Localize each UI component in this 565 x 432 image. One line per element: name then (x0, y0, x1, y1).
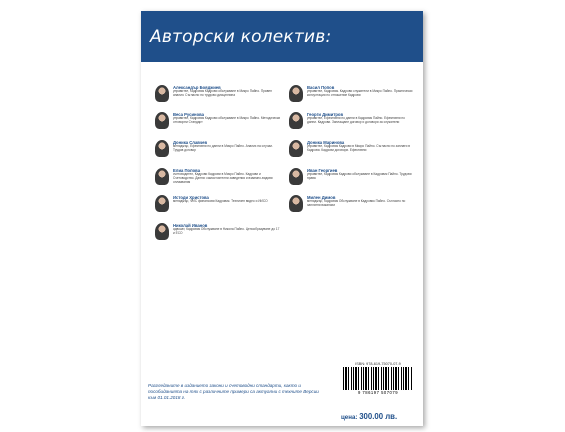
author-photo (155, 140, 169, 157)
author-entry (289, 112, 417, 132)
price-tag (341, 412, 415, 421)
author-entry (155, 223, 283, 243)
author-description: управител, Кадровик. Кадрови служители в Микро Пайно. Практически консултации по отношение Кадрови (307, 89, 413, 97)
barcode-bars (343, 367, 413, 390)
isbn-label: ISBN: 978-619-75070-07-9 (355, 362, 401, 366)
author-photo (155, 85, 169, 102)
author-name: Георги Димитров (307, 112, 344, 117)
title-banner (141, 11, 423, 62)
book-back-cover (141, 11, 423, 426)
price-value: 300.00 лв. (359, 412, 398, 421)
author-photo (289, 85, 303, 102)
author-name: Иван Георгиев (307, 168, 338, 173)
author-description: управител, Ефективни по данни в Кадровик Пайно. Ефективни по данни. Кадрови. Заплащане договор и договори за служители (307, 116, 405, 124)
author-entry (155, 168, 283, 188)
author-description: управител, Кадровик Кадрови обслужване в Микро Пайно. Методически отговорни Стандарт (173, 116, 281, 124)
author-entry (289, 140, 417, 160)
author-name: Милен Димов (307, 195, 336, 200)
author-entry (289, 195, 417, 215)
author-description: мениджър, Кадровик Обслужване в Кадровик Пайно. Съгласно по заплатни вакансии (307, 199, 406, 207)
author-photo (155, 195, 169, 212)
author-name: Весa Русинова (173, 112, 204, 117)
author-entry (155, 140, 283, 160)
author-name: Истоди Христова (173, 195, 209, 200)
author-description: счетоводител, Кадрови Кадрови в Микро Пайно. Кадрови и Счетоводство. Данни: самостоятелни заведения и взаимно-видови оплаквания (173, 172, 273, 184)
author-description: мениджър, Ефективни по данни в Микро Пайно. Анализ на случаи. Трудов договор (173, 144, 273, 152)
footer-note: Разгледаните в изданието закони и счетоводни стандарти, както и пособиданията на тях с различните примери са актуални с техните Версии към 01.01.2018 г. (148, 383, 319, 401)
author-entry (289, 85, 417, 105)
isbn-digits: 9 786197 507079 (357, 390, 399, 395)
author-name: Доника Маринова (307, 140, 345, 145)
author-photo (289, 195, 303, 212)
author-photo (155, 112, 169, 129)
author-photo (155, 223, 169, 240)
author-entry (155, 85, 283, 105)
author-name: Елиа Попова (173, 168, 201, 173)
author-description: управител, Кадровик Кадрови обслужване в Микро Пайно. Правен анализ: Съгласно по трудово дисциплина (173, 89, 272, 97)
banner-title: Авторски колектив: (150, 27, 332, 47)
author-description: управител, Кадровик Кадрови в Микро Пайно. Съгласно по заплати в Кадрови. Кадрови договори. Ефективни (307, 144, 410, 152)
author-name: Николай Иванов (173, 223, 208, 228)
author-entry (289, 168, 417, 188)
price-label: цена: (341, 414, 358, 421)
isbn-barcode (340, 362, 416, 403)
author-name: Александър Бояджиев (173, 85, 221, 90)
author-photo (289, 168, 303, 185)
author-entry (155, 112, 283, 132)
author-description: адвокат, Кадровик Обслужване в Никола Пайно. Ценообразуване до 17 и ЕСО (173, 227, 280, 235)
author-photo (155, 168, 169, 185)
author-photo (289, 140, 303, 157)
author-name: Доника Славчев (173, 140, 208, 145)
author-entry (155, 195, 283, 215)
author-description: управител, Кадровик Кадрови обслужване в Кадровик Пайно. Трудови права (307, 172, 412, 180)
author-description: мениджър, ФИС финансови Кадровик. Техничен видео и ИИСО (173, 199, 268, 203)
author-photo (289, 112, 303, 129)
author-name: Васил Попов (307, 85, 335, 90)
